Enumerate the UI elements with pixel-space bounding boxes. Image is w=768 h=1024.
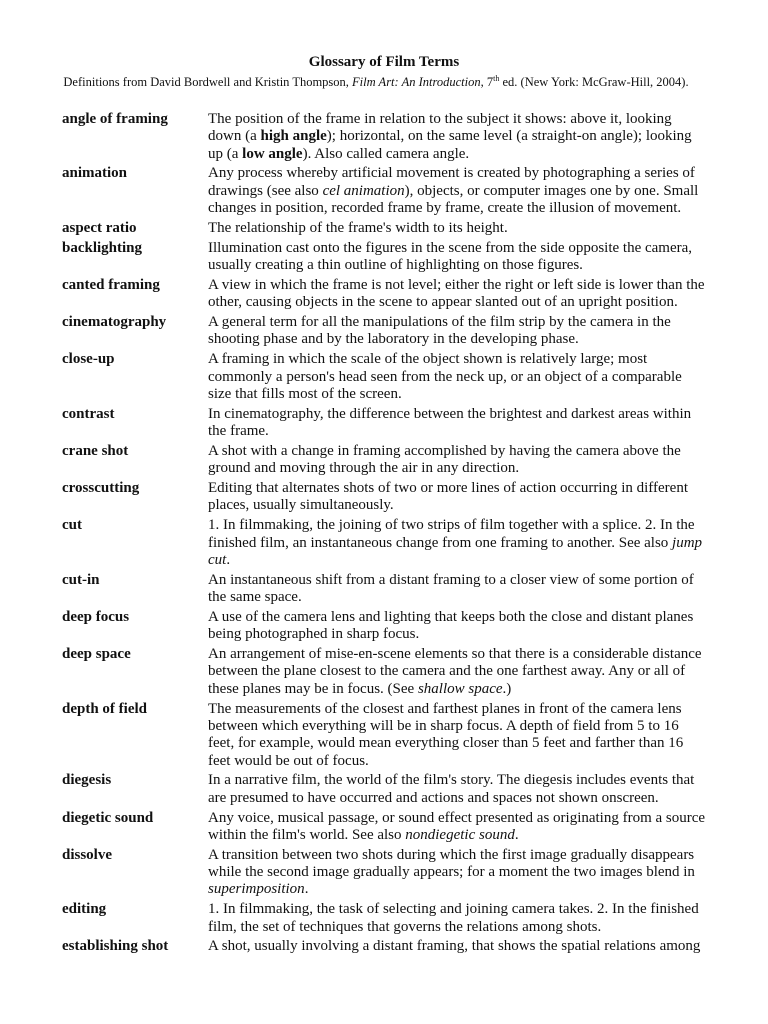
glossary-entry bbox=[62, 480, 722, 515]
glossary-definition bbox=[208, 314, 707, 349]
glossary-term: deep space bbox=[62, 646, 131, 663]
glossary-entry bbox=[62, 572, 722, 607]
definition-text: A view in which the frame is not level; either the right or left side is lower than the other, causing objects in the scene to appear slanted out of an upright position. bbox=[208, 277, 705, 311]
glossary-term: cut-in bbox=[62, 571, 100, 588]
definition-text: A framing in which the scale of the object shown is relatively large; most commonly a person's head seen from the neck up, or an object of a comparable size that fills most of the screen. bbox=[208, 351, 682, 402]
definition-text: 1. In filmmaking, the task of selecting and joining camera takes. 2. In the finished film, the set of techniques that governs the relations among shots. bbox=[208, 901, 699, 935]
glossary-term: contrast bbox=[62, 405, 115, 422]
bold-key-term: high angle bbox=[260, 128, 327, 145]
glossary-definition bbox=[208, 772, 707, 807]
definition-text: Any voice, musical passage, or sound effect presented as originating from a source within the film's world. See also bbox=[208, 809, 706, 843]
definition-text: . bbox=[304, 881, 309, 898]
definition-text: A transition between two shots during which the first image gradually disappears while the second image gradually appears; for a moment the two images blend in bbox=[208, 846, 695, 881]
glossary-term: cut bbox=[62, 517, 82, 534]
glossary-list bbox=[62, 111, 722, 958]
glossary-definition bbox=[208, 277, 707, 312]
definition-text: An instantaneous shift from a distant framing to a closer view of some portion of the same space. bbox=[208, 571, 694, 606]
glossary-entry bbox=[62, 240, 722, 275]
glossary-term: backlighting bbox=[62, 239, 143, 256]
glossary-definition bbox=[208, 572, 707, 607]
definition-text: ); horizontal, on the same level (a straight-on angle); looking up (a bbox=[208, 128, 692, 162]
glossary-definition bbox=[208, 938, 707, 955]
glossary-entry bbox=[62, 406, 722, 441]
glossary-entry bbox=[62, 165, 722, 217]
definition-text: The position of the frame in relation to the subject it shows: above it, looking down (a bbox=[208, 111, 672, 145]
glossary-definition bbox=[208, 220, 707, 237]
glossary-term: canted framing bbox=[62, 277, 160, 293]
definition-text: 1. In filmmaking, the joining of two strips of film together with a splice. 2. In the finished film, an instantaneous change from one framing to another. See also bbox=[208, 517, 695, 551]
glossary-definition bbox=[208, 646, 707, 698]
document-title: Glossary of Film Terms bbox=[308, 54, 460, 70]
glossary-definition bbox=[208, 111, 707, 163]
definition-text: The measurements of the closest and farthest planes in front of the camera lens between which everything will be in sharp focus. A depth of field from 5 to 16 feet, for example, would mean everything closer than 5 feet and farther than 16 feet would be out of focus. bbox=[208, 700, 684, 769]
glossary-term: close-up bbox=[62, 351, 115, 368]
glossary-entry bbox=[62, 277, 722, 312]
definition-text: In a narrative film, the world of the film's story. The diegesis includes events that are presumed to have occurred and actions and spaces not shown onscreen. bbox=[208, 772, 695, 806]
definition-text: .) bbox=[502, 680, 512, 697]
definition-text: A use of the camera lens and lighting that keeps both the close and distant planes being photographed in sharp focus. bbox=[208, 609, 694, 643]
definition-text: Illumination cast onto the figures in the scene from the side opposite the camera, usually creating a thin outline of highlighting on those figures. bbox=[208, 239, 693, 274]
glossary-entry bbox=[62, 443, 722, 478]
italic-cross-reference: jump cut bbox=[208, 534, 703, 568]
glossary-definition bbox=[208, 517, 707, 569]
definition-text: . bbox=[226, 551, 231, 568]
citation-edition-suffix: th bbox=[493, 73, 500, 83]
glossary-entry bbox=[62, 938, 722, 955]
glossary-term: editing bbox=[62, 901, 107, 918]
definition-text: ). Also called camera angle. bbox=[302, 145, 470, 162]
glossary-definition bbox=[208, 480, 707, 515]
citation-publication: ed. (New York: McGraw-Hill, 2004). bbox=[499, 75, 689, 89]
glossary-entry bbox=[62, 314, 722, 349]
definition-text: The relationship of the frame's width to its height. bbox=[208, 219, 508, 236]
glossary-definition bbox=[208, 609, 707, 644]
glossary-definition bbox=[208, 240, 707, 275]
glossary-definition bbox=[208, 810, 707, 845]
glossary-term: deep focus bbox=[62, 609, 130, 625]
definition-text: A shot with a change in framing accomplished by having the camera above the ground and moving through the air in any direction. bbox=[208, 443, 681, 477]
glossary-entry bbox=[62, 772, 722, 807]
glossary-definition bbox=[208, 406, 707, 441]
glossary-term: dissolve bbox=[62, 846, 113, 863]
glossary-term: aspect ratio bbox=[62, 219, 137, 236]
citation-edition: , 7 bbox=[480, 75, 494, 89]
glossary-term: crosscutting bbox=[62, 480, 140, 497]
definition-text: Editing that alternates shots of two or more lines of action occurring in different places, usually simultaneously. bbox=[208, 480, 689, 514]
definition-text: An arrangement of mise-en-scene elements so that there is a considerable distance between the plane closest to the camera and the one farthest away. Any or all of these planes may be in focus. (See bbox=[208, 646, 702, 697]
glossary-entry bbox=[62, 901, 722, 936]
glossary-definition bbox=[208, 165, 707, 217]
glossary-entry bbox=[62, 810, 722, 845]
glossary-entry bbox=[62, 111, 722, 163]
italic-cross-reference: superimposition bbox=[208, 881, 305, 898]
definition-text: A shot, usually involving a distant framing, that shows the spatial relations among bbox=[208, 938, 701, 955]
glossary-definition bbox=[208, 701, 707, 770]
bold-key-term: low angle bbox=[242, 145, 303, 162]
glossary-term: diegesis bbox=[62, 772, 112, 789]
glossary-definition bbox=[208, 351, 707, 403]
glossary-entry bbox=[62, 609, 722, 644]
glossary-entry bbox=[62, 517, 722, 569]
glossary-term: angle of framing bbox=[62, 111, 168, 127]
glossary-definition bbox=[208, 901, 707, 936]
definition-text: . bbox=[514, 826, 519, 843]
citation-book-title: Film Art: An Introduction bbox=[352, 75, 481, 89]
definition-text: A general term for all the manipulations of the film strip by the camera in the shooting phase and by the laboratory in the developing phase. bbox=[208, 314, 671, 348]
source-citation bbox=[0, 74, 752, 90]
definition-text: Any process whereby artificial movement is created by photographing a series of drawings (see also bbox=[208, 165, 695, 199]
glossary-term: animation bbox=[62, 165, 128, 182]
glossary-entry bbox=[62, 847, 722, 899]
glossary-term: crane shot bbox=[62, 443, 129, 459]
glossary-term: diegetic sound bbox=[62, 809, 154, 826]
italic-cross-reference: nondiegetic sound bbox=[405, 826, 515, 843]
definition-text: ), objects, or computer images one by one. Small changes in position, recorded frame by frame, create the illusion of movement. bbox=[208, 182, 699, 217]
glossary-term: depth of field bbox=[62, 700, 148, 717]
glossary-entry bbox=[62, 351, 722, 403]
italic-cross-reference: shallow space bbox=[417, 680, 503, 697]
glossary-definition bbox=[208, 847, 707, 899]
citation-prefix: Definitions from David Bordwell and Kristin Thompson, bbox=[63, 75, 353, 89]
definition-text: In cinematography, the difference between the brightest and darkest areas within the frame. bbox=[208, 405, 692, 440]
glossary-entry bbox=[62, 701, 722, 770]
glossary-term: cinematography bbox=[62, 314, 167, 331]
italic-cross-reference: cel animation bbox=[322, 182, 405, 199]
glossary-definition bbox=[208, 443, 707, 478]
glossary-term: establishing shot bbox=[62, 938, 169, 955]
glossary-entry bbox=[62, 220, 722, 237]
glossary-entry bbox=[62, 646, 722, 698]
